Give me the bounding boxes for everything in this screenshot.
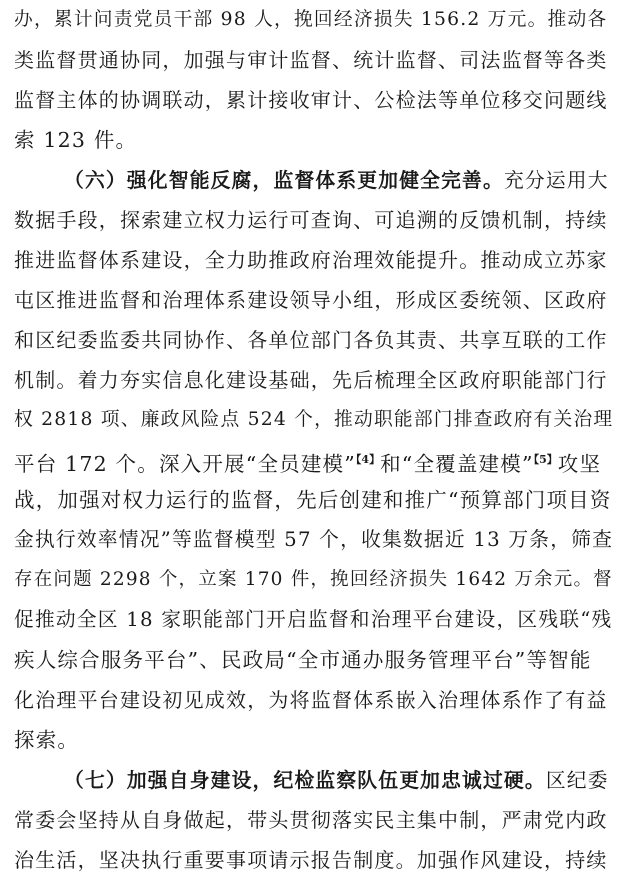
text-line (14, 320, 614, 360)
text-run: 充分运用大 (503, 169, 609, 192)
text-run: 监督主体的协调联动，累计接收审计、公检法等单位移交问题线 (14, 88, 608, 112)
text-line (14, 480, 614, 520)
text-run: 探索。 (14, 728, 80, 752)
section-heading-line (64, 160, 614, 200)
text-run: 化治理平台建设初见成效，为将监督体系嵌入治理体系作了有益 (14, 688, 608, 712)
text-run: 区纪委 (545, 769, 609, 792)
text-line (14, 520, 614, 560)
text-run: 存在问题 2298 个，立案 170 件，挽回经济损失 1642 万余元。督 (14, 569, 613, 590)
text-line (14, 560, 614, 600)
text-line (14, 440, 614, 480)
text-run: 权 2818 项、廉政风险点 524 个，推动职能部门排查政府有关治理 (14, 409, 614, 430)
text-run: 屯区推进监督和治理体系建设领导小组，形成区委统领、区政府 (14, 288, 608, 312)
text-run: 推进监督体系建设，全力助推政府治理效能提升。推动成立苏家 (14, 248, 608, 272)
text-line (14, 640, 614, 680)
text-run: 平台 172 个。深入开展“全员建模” (14, 452, 356, 476)
text-run: 治生活，坚决执行重要事项请示报告制度。加强作风建设，持续 (14, 848, 608, 872)
footnote-ref-5[interactable]: 【5】 (533, 453, 558, 466)
text-line (14, 840, 614, 875)
section-heading: （七）加强自身建设，纪检监察队伍更加忠诚过硬。 (64, 768, 546, 792)
text-run: 促推动全区 18 家职能部门开启监督和治理平台建设，区残联“残 (14, 608, 613, 631)
section-heading: （六）强化智能反腐，监督体系更加健全完善。 (64, 168, 504, 192)
footnote-ref-4[interactable]: 【4】 (355, 453, 381, 466)
text-line (14, 720, 614, 760)
text-run: 索 123 件。 (14, 128, 138, 152)
text-line (14, 280, 614, 320)
text-run: 办，累计问责党员干部 98 人，挽回经济损失 156.2 万元。推动各 (14, 9, 608, 30)
text-run: 战，加强对权力运行的监督，先后创建和推广“预算部门项目资 (14, 488, 612, 512)
text-line (14, 360, 614, 400)
text-run: 和“全覆盖建模” (380, 452, 534, 476)
text-line (14, 680, 614, 720)
text-run: 金执行效率情况”等监督模型 57 个，收集数据近 13 万条，筛查 (14, 528, 614, 551)
text-line (14, 400, 614, 440)
text-line (14, 600, 614, 640)
text-line (14, 120, 614, 160)
text-line (14, 40, 614, 80)
text-run: 类监督贯通协同，加强与审计监督、统计监督、司法监督等各类 (14, 48, 608, 72)
text-run: 疾人综合服务平台”、民政局“全市通办服务管理平台”等智能 (14, 648, 592, 672)
text-run: 常委会坚持从自身做起，带头贯彻落实民主集中制，严肃党内政 (14, 808, 608, 832)
text-line (14, 0, 614, 40)
text-run: 和区纪委监委共同协作、各单位部门各负其责、共享互联的工作 (14, 328, 608, 352)
text-line (14, 800, 614, 840)
section-heading-line (64, 760, 614, 800)
text-run: 攻坚 (557, 452, 602, 476)
text-run: 数据手段，探索建立权力运行可查询、可追溯的反馈机制，持续 (14, 208, 608, 232)
text-line (14, 80, 614, 120)
text-line (14, 200, 614, 240)
text-line (14, 240, 614, 280)
text-run: 机制。着力夯实信息化建设基础，先后梳理全区政府职能部门行 (14, 368, 608, 392)
